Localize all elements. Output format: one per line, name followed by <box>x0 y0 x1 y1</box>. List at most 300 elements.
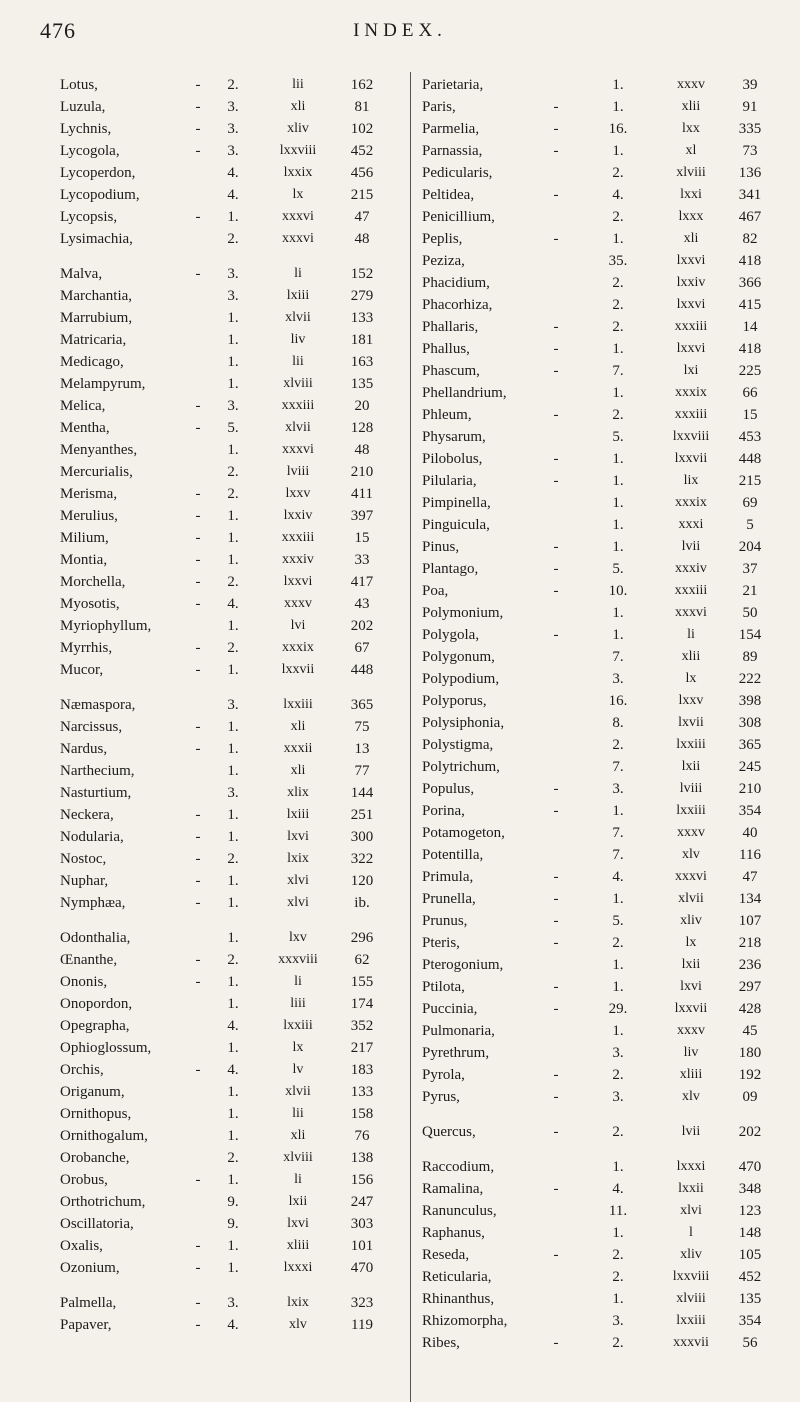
entry-name: Menyanthes, <box>60 442 138 458</box>
entry-volume: 35. <box>608 253 628 269</box>
entry-volume: 1. <box>612 605 624 621</box>
entry-name: Oscillatoria, <box>60 1216 134 1232</box>
entry-plate: xliv <box>287 121 309 136</box>
index-entry <box>416 888 768 910</box>
entry-volume: 1. <box>227 873 239 889</box>
entry-name: Pinus, <box>422 539 460 555</box>
entry-page: 09 <box>742 1089 758 1105</box>
entry-page: 119 <box>351 1317 373 1333</box>
entry-name: Nodularia, <box>60 829 124 845</box>
index-entry <box>60 549 408 571</box>
entry-name: Polytrichum, <box>422 759 500 775</box>
index-entry <box>416 272 768 294</box>
entry-page: 181 <box>350 332 374 348</box>
index-entry <box>60 738 408 760</box>
index-entry <box>416 404 768 426</box>
entry-page: 279 <box>350 288 374 304</box>
entry-dash: - <box>553 561 559 577</box>
entry-name: Orobus, <box>60 1172 108 1188</box>
entry-volume: 2. <box>227 952 239 968</box>
index-entry <box>60 760 408 782</box>
entry-plate: xxxv <box>677 77 705 92</box>
index-entry <box>416 338 768 360</box>
entry-page: 397 <box>350 508 374 524</box>
entry-name: Raccodium, <box>422 1159 495 1175</box>
entry-dash: - <box>195 420 201 436</box>
index-entry <box>60 892 408 914</box>
entry-name: Populus, <box>422 781 475 797</box>
entry-plate: lii <box>292 1106 304 1121</box>
entry-volume: 2. <box>227 77 239 93</box>
entry-page: 135 <box>350 376 374 392</box>
entry-plate: xxxix <box>675 495 707 510</box>
entry-dash: - <box>553 121 559 137</box>
entry-page: 50 <box>742 605 758 621</box>
index-entry <box>416 1178 768 1200</box>
index-entry <box>60 1314 408 1336</box>
entry-page: 13 <box>354 741 370 757</box>
entry-volume: 3. <box>612 671 624 687</box>
index-entry <box>416 976 768 998</box>
entry-dash: - <box>553 451 559 467</box>
entry-plate: xxxvi <box>282 231 314 246</box>
entry-name: Pilularia, <box>422 473 477 489</box>
entry-page: 69 <box>742 495 758 511</box>
entry-plate: xli <box>290 763 306 778</box>
entry-volume: 1. <box>612 803 624 819</box>
entry-name: Orthotrichum, <box>60 1194 146 1210</box>
entry-plate: lxxxi <box>676 1159 706 1174</box>
entry-volume: 2. <box>227 486 239 502</box>
entry-dash: - <box>553 935 559 951</box>
entry-plate: lxvi <box>287 1216 309 1231</box>
entry-page: 335 <box>738 121 762 137</box>
index-entry <box>60 1125 408 1147</box>
entry-name: Reseda, <box>422 1247 470 1263</box>
entry-volume: 1. <box>227 1260 239 1276</box>
entry-plate: xlviii <box>283 1150 313 1165</box>
entry-volume: 2. <box>612 209 624 225</box>
index-entry <box>416 778 768 800</box>
entry-name: Merisma, <box>60 486 118 502</box>
index-entry <box>60 694 408 716</box>
index-entry <box>60 461 408 483</box>
entry-name: Nymphæa, <box>60 895 126 911</box>
entry-volume: 7. <box>612 759 624 775</box>
entry-page: 308 <box>738 715 762 731</box>
entry-volume: 1. <box>227 1106 239 1122</box>
entry-dash: - <box>195 829 201 845</box>
entry-dash: - <box>553 99 559 115</box>
entry-name: Nostoc, <box>60 851 107 867</box>
index-entry <box>60 1213 408 1235</box>
entry-name: Polystigma, <box>422 737 494 753</box>
entry-dash: - <box>195 873 201 889</box>
entry-dash: - <box>553 1089 559 1105</box>
entry-volume: 1. <box>612 99 624 115</box>
entry-page: 204 <box>738 539 762 555</box>
entry-plate: lxvii <box>678 715 704 730</box>
entry-plate: xlv <box>682 1089 700 1104</box>
index-entry <box>60 206 408 228</box>
entry-name: Polymonium, <box>422 605 504 621</box>
index-entry <box>60 263 408 285</box>
entry-dash: - <box>195 952 201 968</box>
entry-page: 297 <box>738 979 762 995</box>
index-entry <box>60 615 408 637</box>
entry-plate: xxxiv <box>282 552 314 567</box>
entry-plate: lxxviii <box>279 143 317 158</box>
index-entry <box>416 712 768 734</box>
entry-page: 133 <box>350 1084 374 1100</box>
entry-page: 215 <box>350 187 374 203</box>
entry-name: Polyporus, <box>422 693 487 709</box>
entry-dash: - <box>553 781 559 797</box>
entry-page: 91 <box>742 99 758 115</box>
entry-name: Oxalis, <box>60 1238 103 1254</box>
entry-volume: 2. <box>612 275 624 291</box>
index-entry <box>416 74 768 96</box>
entry-plate: lviii <box>679 781 703 796</box>
entry-plate: lxxiii <box>283 1018 313 1033</box>
entry-volume: 1. <box>227 1040 239 1056</box>
entry-dash: - <box>553 319 559 335</box>
entry-volume: 1. <box>227 442 239 458</box>
index-entry <box>416 690 768 712</box>
entry-name: Lysimachia, <box>60 231 133 247</box>
entry-name: Pulmonaria, <box>422 1023 495 1039</box>
entry-plate: xlviii <box>676 1291 706 1306</box>
entry-name: Phellandrium, <box>422 385 507 401</box>
entry-plate: xxxviii <box>278 952 318 967</box>
index-entry <box>60 848 408 870</box>
entry-name: Parmelia, <box>422 121 480 137</box>
entry-name: Næmaspora, <box>60 697 136 713</box>
entry-plate: lxxvii <box>674 451 708 466</box>
entry-dash: - <box>195 1172 201 1188</box>
entry-name: Plantago, <box>422 561 479 577</box>
entry-plate: xxxvi <box>675 605 707 620</box>
entry-name: Marrubium, <box>60 310 133 326</box>
index-entry <box>416 1310 768 1332</box>
entry-page: 156 <box>350 1172 374 1188</box>
entry-dash: - <box>553 231 559 247</box>
index-entry <box>416 580 768 602</box>
entry-volume: 4. <box>612 187 624 203</box>
index-entry <box>60 1191 408 1213</box>
entry-page: 210 <box>350 464 374 480</box>
entry-plate: xlvii <box>285 1084 311 1099</box>
entry-name: Myosotis, <box>60 596 120 612</box>
entry-name: Lotus, <box>60 77 98 93</box>
entry-volume: 4. <box>227 187 239 203</box>
index-entry <box>416 1222 768 1244</box>
entry-plate: lx <box>292 187 304 202</box>
index-entry <box>60 782 408 804</box>
entry-page: 354 <box>738 803 762 819</box>
entry-page: 323 <box>350 1295 374 1311</box>
entry-name: Marchantia, <box>60 288 133 304</box>
entry-name: Puccinia, <box>422 1001 478 1017</box>
entry-plate: lxxvii <box>281 662 315 677</box>
entry-plate: xxxix <box>675 385 707 400</box>
entry-name: Peltidea, <box>422 187 475 203</box>
entry-volume: 3. <box>227 99 239 115</box>
entry-name: Polygola, <box>422 627 480 643</box>
entry-volume: 1. <box>227 996 239 1012</box>
entry-volume: 1. <box>612 143 624 159</box>
entry-page: 133 <box>350 310 374 326</box>
index-entry <box>60 373 408 395</box>
entry-plate: lvi <box>290 618 306 633</box>
entry-volume: 1. <box>227 807 239 823</box>
index-entry <box>60 1235 408 1257</box>
entry-name: Ornithogalum, <box>60 1128 148 1144</box>
entry-plate: lxxvi <box>283 574 313 589</box>
entry-plate: lxxii <box>678 1181 704 1196</box>
entry-name: Parietaria, <box>422 77 484 93</box>
entry-plate: xlvii <box>678 891 704 906</box>
entry-page: 218 <box>738 935 762 951</box>
entry-name: Medicago, <box>60 354 124 370</box>
entry-page: 82 <box>742 231 758 247</box>
entry-dash: - <box>553 627 559 643</box>
entry-plate: xlvi <box>287 873 309 888</box>
entry-name: Lycogola, <box>60 143 120 159</box>
entry-plate: xlviii <box>283 376 313 391</box>
entry-page: 155 <box>350 974 374 990</box>
entry-volume: 1. <box>227 530 239 546</box>
entry-plate: xl <box>685 143 697 158</box>
entry-plate: xli <box>290 1128 306 1143</box>
entry-dash: - <box>553 363 559 379</box>
entry-volume: 7. <box>612 363 624 379</box>
entry-volume: 2. <box>227 851 239 867</box>
entry-plate: lxxviii <box>672 429 710 444</box>
index-entry <box>416 558 768 580</box>
entry-volume: 4. <box>227 596 239 612</box>
entry-volume: 5. <box>612 561 624 577</box>
entry-name: Prunella, <box>422 891 476 907</box>
entry-volume: 1. <box>612 473 624 489</box>
index-column-right <box>416 74 768 1354</box>
entry-page: 45 <box>742 1023 758 1039</box>
entry-dash: - <box>553 341 559 357</box>
entry-page: 154 <box>738 627 762 643</box>
entry-dash: - <box>553 583 559 599</box>
entry-name: Pteris, <box>422 935 460 951</box>
entry-name: Quercus, <box>422 1124 476 1140</box>
index-entry <box>416 1042 768 1064</box>
entry-name: Nasturtium, <box>60 785 132 801</box>
entry-volume: 9. <box>227 1216 239 1232</box>
entry-volume: 1. <box>227 1084 239 1100</box>
entry-volume: 3. <box>227 785 239 801</box>
entry-page: 5 <box>746 517 754 533</box>
entry-plate: xxxvi <box>282 442 314 457</box>
entry-name: Neckera, <box>60 807 114 823</box>
index-entry <box>416 140 768 162</box>
entry-name: Pterogonium, <box>422 957 504 973</box>
entry-plate: xlvi <box>680 1203 702 1218</box>
entry-volume: 1. <box>227 763 239 779</box>
entry-volume: 7. <box>612 847 624 863</box>
index-entry <box>416 1064 768 1086</box>
entry-dash: - <box>195 1317 201 1333</box>
index-entry <box>416 448 768 470</box>
entry-dash: - <box>195 1295 201 1311</box>
entry-plate: lxi <box>683 363 699 378</box>
entry-volume: 2. <box>227 464 239 480</box>
index-entry <box>60 804 408 826</box>
entry-volume: 2. <box>612 1247 624 1263</box>
entry-plate: xxxiii <box>281 398 315 413</box>
entry-plate: lxxi <box>680 187 702 202</box>
entry-volume: 1. <box>612 891 624 907</box>
index-entry <box>416 382 768 404</box>
entry-plate: li <box>294 266 302 281</box>
index-entry <box>60 949 408 971</box>
entry-volume: 1. <box>612 451 624 467</box>
entry-volume: 1. <box>612 517 624 533</box>
entry-name: Merulius, <box>60 508 118 524</box>
entry-page: 467 <box>738 209 762 225</box>
entry-name: Phleum, <box>422 407 472 423</box>
entry-plate: lxii <box>681 759 701 774</box>
entry-plate: liv <box>290 332 306 347</box>
index-entry <box>60 439 408 461</box>
entry-page: 163 <box>350 354 374 370</box>
entry-dash: - <box>195 974 201 990</box>
entry-dash: - <box>195 1238 201 1254</box>
index-entry <box>60 483 408 505</box>
index-entry <box>416 1332 768 1354</box>
index-entry <box>60 184 408 206</box>
entry-name: Polypodium, <box>422 671 500 687</box>
index-entry <box>416 492 768 514</box>
entry-page: 417 <box>350 574 374 590</box>
index-entry <box>60 417 408 439</box>
entry-volume: 1. <box>227 1128 239 1144</box>
entry-volume: 1. <box>612 385 624 401</box>
entry-plate: lii <box>292 354 304 369</box>
entry-plate: lxvi <box>680 979 702 994</box>
entry-plate: xxxv <box>284 596 312 611</box>
entry-volume: 3. <box>612 1045 624 1061</box>
entry-page: 452 <box>738 1269 762 1285</box>
index-entry <box>416 1266 768 1288</box>
entry-page: 217 <box>350 1040 374 1056</box>
entry-plate: lxxiii <box>676 737 706 752</box>
entry-page: 162 <box>350 77 374 93</box>
entry-name: Pyrethrum, <box>422 1045 490 1061</box>
entry-page: 43 <box>354 596 370 612</box>
entry-name: Pilobolus, <box>422 451 483 467</box>
entry-plate: lxvi <box>287 829 309 844</box>
entry-plate: lxix <box>287 1295 309 1310</box>
entry-plate: lxii <box>288 1194 308 1209</box>
entry-dash: - <box>195 719 201 735</box>
entry-plate: lx <box>685 671 697 686</box>
entry-page: 128 <box>350 420 374 436</box>
index-entry <box>60 1147 408 1169</box>
index-entry <box>60 527 408 549</box>
index-entry <box>416 206 768 228</box>
index-entry <box>60 1169 408 1191</box>
entry-plate: xliv <box>680 913 702 928</box>
entry-page: 148 <box>738 1225 762 1241</box>
index-entry <box>60 993 408 1015</box>
entry-name: Phallus, <box>422 341 470 357</box>
entry-name: Melampyrum, <box>60 376 146 392</box>
entry-dash: - <box>195 662 201 678</box>
entry-page: 296 <box>350 930 374 946</box>
index-entry <box>416 316 768 338</box>
entry-page: 123 <box>738 1203 762 1219</box>
entry-volume: 5. <box>612 913 624 929</box>
entry-dash: - <box>195 640 201 656</box>
entry-page: 105 <box>738 1247 762 1263</box>
entry-plate: lxiii <box>286 807 310 822</box>
index-entry <box>60 74 408 96</box>
entry-name: Phacorhiza, <box>422 297 493 313</box>
index-entry <box>60 329 408 351</box>
entry-volume: 2. <box>612 935 624 951</box>
entry-page: 322 <box>350 851 374 867</box>
entry-dash: - <box>553 1181 559 1197</box>
entry-page: 62 <box>354 952 370 968</box>
entry-name: Morchella, <box>60 574 126 590</box>
entry-plate: li <box>294 1172 302 1187</box>
entry-page: 152 <box>350 266 374 282</box>
entry-plate: lxxvii <box>674 1001 708 1016</box>
entry-volume: 1. <box>612 539 624 555</box>
entry-name: Nuphar, <box>60 873 109 889</box>
entry-page: 415 <box>738 297 762 313</box>
entry-dash: - <box>195 552 201 568</box>
entry-volume: 11. <box>608 1203 628 1219</box>
entry-name: Papaver, <box>60 1317 112 1333</box>
entry-page: 116 <box>739 847 761 863</box>
entry-page: 245 <box>738 759 762 775</box>
index-entry <box>416 470 768 492</box>
entry-dash: - <box>195 77 201 93</box>
entry-page: 210 <box>738 781 762 797</box>
entry-volume: 2. <box>227 1150 239 1166</box>
entry-plate: lx <box>292 1040 304 1055</box>
index-entry <box>416 96 768 118</box>
entry-plate: xlvii <box>285 420 311 435</box>
index-entry <box>60 351 408 373</box>
entry-page: 75 <box>354 719 370 735</box>
entry-page: 138 <box>350 1150 374 1166</box>
entry-volume: 1. <box>227 1238 239 1254</box>
entry-name: Pyrus, <box>422 1089 460 1105</box>
entry-volume: 16. <box>608 121 628 137</box>
entry-dash: - <box>195 508 201 524</box>
entry-plate: lxxiii <box>676 1313 706 1328</box>
entry-plate: lxxviii <box>672 1269 710 1284</box>
entry-name: Poa, <box>422 583 449 599</box>
entry-name: Ranunculus, <box>422 1203 497 1219</box>
entry-name: Pyrola, <box>422 1067 465 1083</box>
entry-volume: 3. <box>227 288 239 304</box>
entry-volume: 1. <box>227 1172 239 1188</box>
entry-volume: 1. <box>612 979 624 995</box>
entry-plate: xxxiv <box>675 561 707 576</box>
entry-plate: xlviii <box>676 165 706 180</box>
entry-volume: 1. <box>612 1023 624 1039</box>
